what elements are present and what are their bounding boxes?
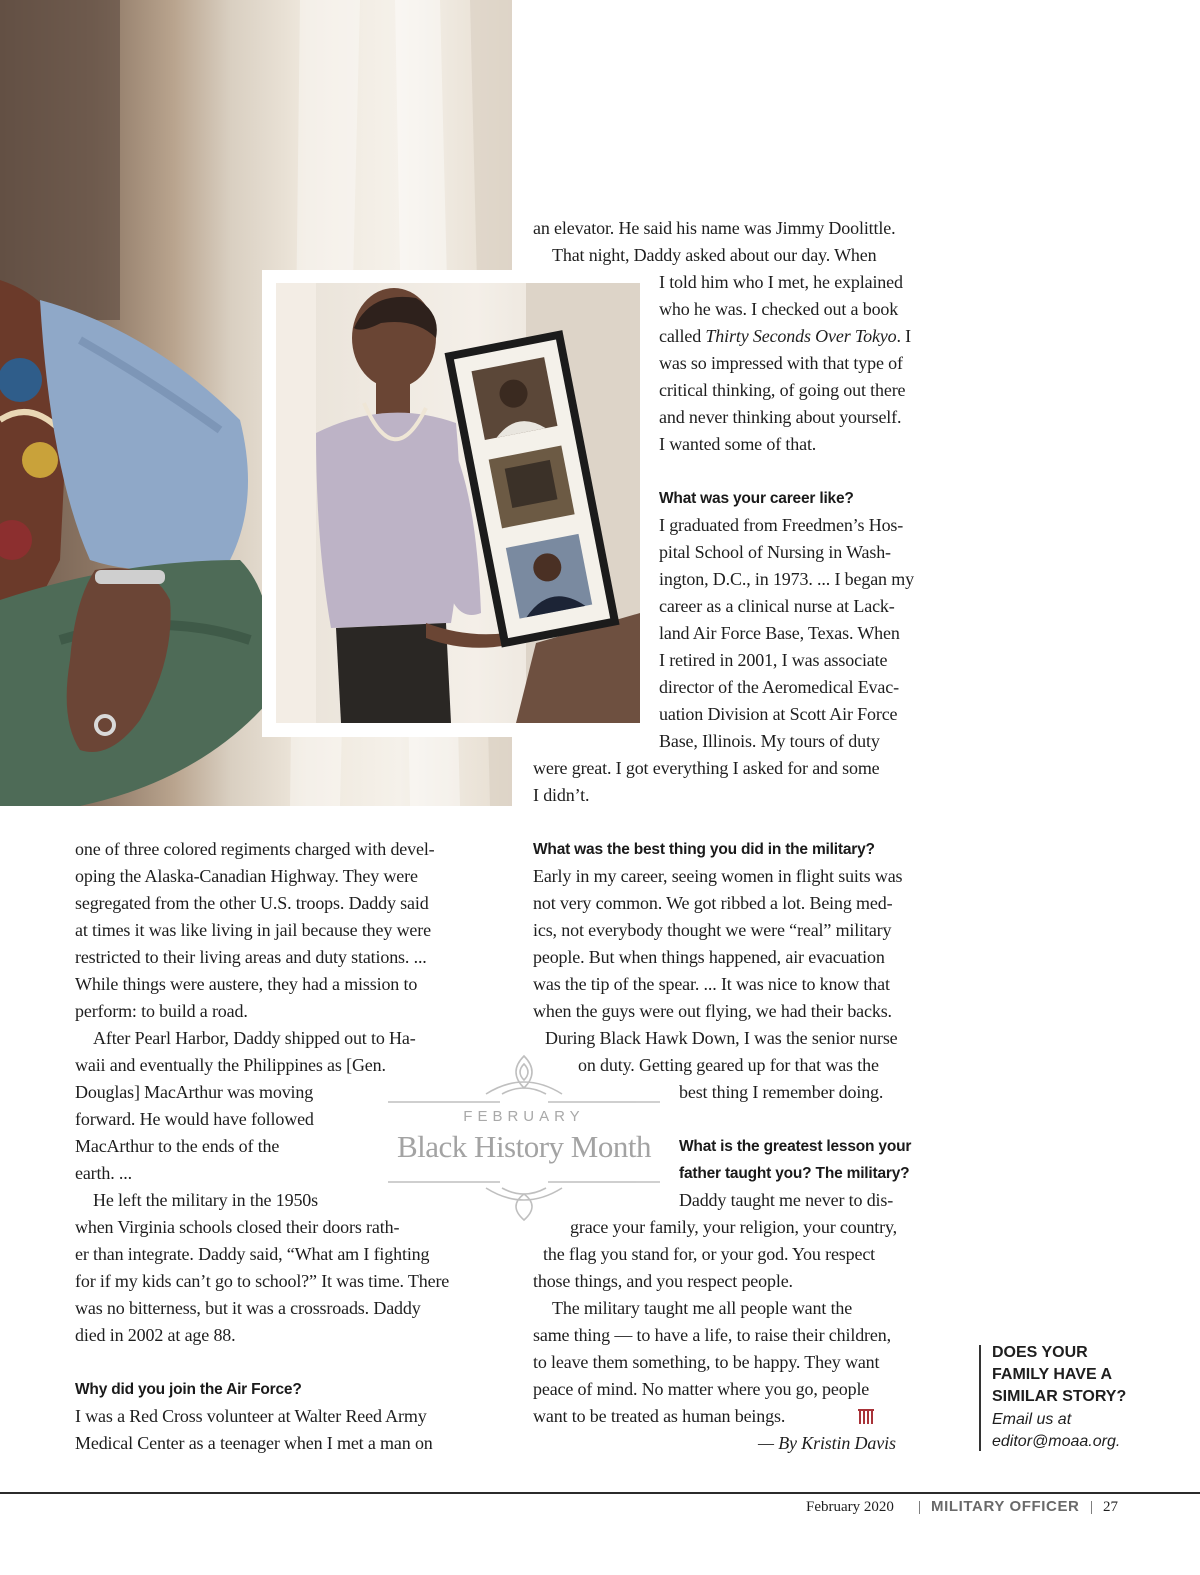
body-line: After Pearl Harbor, Daddy shipped out to Ha- <box>93 1028 416 1048</box>
body-line: Early in my career, seeing women in flight suits was <box>533 866 903 886</box>
body-line: uation Division at Scott Air Force <box>659 704 898 724</box>
body-line: was the tip of the spear. ... It was nice to know that <box>533 974 890 994</box>
body-line: That night, Daddy asked about our day. When <box>552 245 877 265</box>
sidebar-rule <box>979 1345 981 1451</box>
body-line: not very common. We got ribbed a lot. Being med- <box>533 893 893 913</box>
body-line: Daddy taught me never to dis- <box>679 1190 894 1210</box>
book-title-line <box>659 323 911 350</box>
body-line: on duty. Getting geared up for that was the <box>578 1055 879 1075</box>
body-line: at times it was like living in jail because they were <box>75 920 431 940</box>
body-line: grace your family, your religion, your country, <box>570 1217 898 1237</box>
body-line: and never thinking about yourself. <box>659 407 902 427</box>
body-line: to leave them something, to be happy. They want <box>533 1352 880 1372</box>
page-number: 27 <box>1103 1499 1118 1515</box>
body-line: oping the Alaska-Canadian Highway. They were <box>75 866 418 886</box>
body-line: He left the military in the 1950s <box>93 1190 318 1210</box>
body-line: same thing — to have a life, to raise their children, <box>533 1325 891 1345</box>
body-line: I didn’t. <box>533 785 590 805</box>
body-line: I wanted some of that. <box>659 434 817 454</box>
book-line-before: called <box>659 326 706 346</box>
body-line: The military taught me all people want the <box>552 1298 853 1318</box>
body-line: pital School of Nursing in Wash- <box>659 542 891 562</box>
body-line: earth. ... <box>75 1163 132 1183</box>
end-mark-icon <box>858 1409 876 1425</box>
question-heading: father taught you? The military? <box>679 1165 910 1182</box>
body-line: was so impressed with that type of <box>659 353 903 373</box>
body-line: er than integrate. Daddy said, “What am I fighting <box>75 1244 430 1264</box>
body-line: Base, Illinois. My tours of duty <box>659 731 880 751</box>
body-line: those things, and you respect people. <box>533 1271 793 1291</box>
body-line: died in 2002 at age 88. <box>75 1325 236 1345</box>
question-heading: What is the greatest lesson your <box>679 1138 912 1155</box>
footer-date: February 2020 <box>806 1499 894 1515</box>
body-line: for if my kids can’t go to school?” It was time. There <box>75 1271 450 1291</box>
body-line: During Black Hawk Down, I was the senior nurse <box>545 1028 898 1048</box>
inset-photo-frame <box>262 270 654 737</box>
body-line: segregated from the other U.S. troops. Daddy said <box>75 893 429 913</box>
footer-separator: | <box>1090 1499 1094 1515</box>
body-line: forward. He would have followed <box>75 1109 314 1129</box>
book-title: Thirty Seconds Over Tokyo <box>705 326 897 346</box>
body-line: when Virginia schools closed their doors rath- <box>75 1217 400 1237</box>
black-history-month-badge <box>386 1050 662 1222</box>
body-line: restricted to their living areas and duty stations. ... <box>75 947 427 967</box>
body-line: I graduated from Freedmen’s Hos- <box>659 515 904 535</box>
body-line: the flag you stand for, or your god. You respect <box>543 1244 876 1264</box>
body-line: MacArthur to the ends of the <box>75 1136 280 1156</box>
body-line: was no bitterness, but it was a crossroads. Daddy <box>75 1298 421 1318</box>
body-line: I was a Red Cross volunteer at Walter Reed Army <box>75 1406 427 1426</box>
badge-month: FEBRUARY <box>463 1108 585 1125</box>
body-line: want to be treated as human beings. <box>533 1406 786 1426</box>
body-line: I retired in 2001, I was associate <box>659 650 888 670</box>
body-line: ics, not everybody thought we were “real” military <box>533 920 892 940</box>
body-line: While things were austere, they had a mission to <box>75 974 418 994</box>
sidebar-email-link[interactable]: editor@moaa.org. <box>992 1433 1121 1450</box>
body-line: people. But when things happened, air evacuation <box>533 947 885 967</box>
sidebar-cta: Email us at <box>992 1411 1072 1428</box>
body-line: director of the Aeromedical Evac- <box>659 677 899 697</box>
body-line: career as a clinical nurse at Lack- <box>659 596 895 616</box>
body-line: land Air Force Base, Texas. When <box>659 623 900 643</box>
question-heading: What was the best thing you did in the military? <box>533 841 875 858</box>
body-line: I told him who I met, he explained <box>659 272 903 292</box>
body-line: Douglas] MacArthur was moving <box>75 1082 314 1102</box>
body-line: perform: to build a road. <box>75 1001 248 1021</box>
body-line: one of three colored regiments charged with devel- <box>75 839 435 859</box>
body-line: ington, D.C., in 1973. ... I began my <box>659 569 914 589</box>
footer-separator: | <box>918 1499 922 1515</box>
inset-photo-illustration <box>276 283 640 723</box>
question-heading: What was your career like? <box>659 490 854 507</box>
body-line: who he was. I checked out a book <box>659 299 899 319</box>
book-line-after: . I <box>896 326 912 346</box>
sidebar-heading-line: SIMILAR STORY? <box>992 1388 1127 1405</box>
body-line: critical thinking, of going out there <box>659 380 906 400</box>
body-line: Medical Center as a teenager when I met a man on <box>75 1433 433 1453</box>
body-line: best thing I remember doing. <box>679 1082 884 1102</box>
footer-rule <box>0 1492 1200 1494</box>
byline: — By Kristin Davis <box>758 1433 896 1453</box>
badge-title: Black History Month <box>397 1129 651 1164</box>
sidebar-heading-line: FAMILY HAVE A <box>992 1366 1113 1383</box>
body-line: when the guys were out flying, we had their backs. <box>533 1001 892 1021</box>
body-line: peace of mind. No matter where you go, people <box>533 1379 870 1399</box>
sidebar-heading-line: DOES YOUR <box>992 1344 1088 1361</box>
body-line: waii and eventually the Philippines as [Gen. <box>75 1055 386 1075</box>
intro-line: an elevator. He said his name was Jimmy Doolittle. <box>533 218 896 238</box>
question-heading: Why did you join the Air Force? <box>75 1381 302 1398</box>
body-line: were great. I got everything I asked for and some <box>533 758 880 778</box>
footer-magazine: MILITARY OFFICER <box>931 1498 1080 1515</box>
inset-photo <box>276 283 640 723</box>
